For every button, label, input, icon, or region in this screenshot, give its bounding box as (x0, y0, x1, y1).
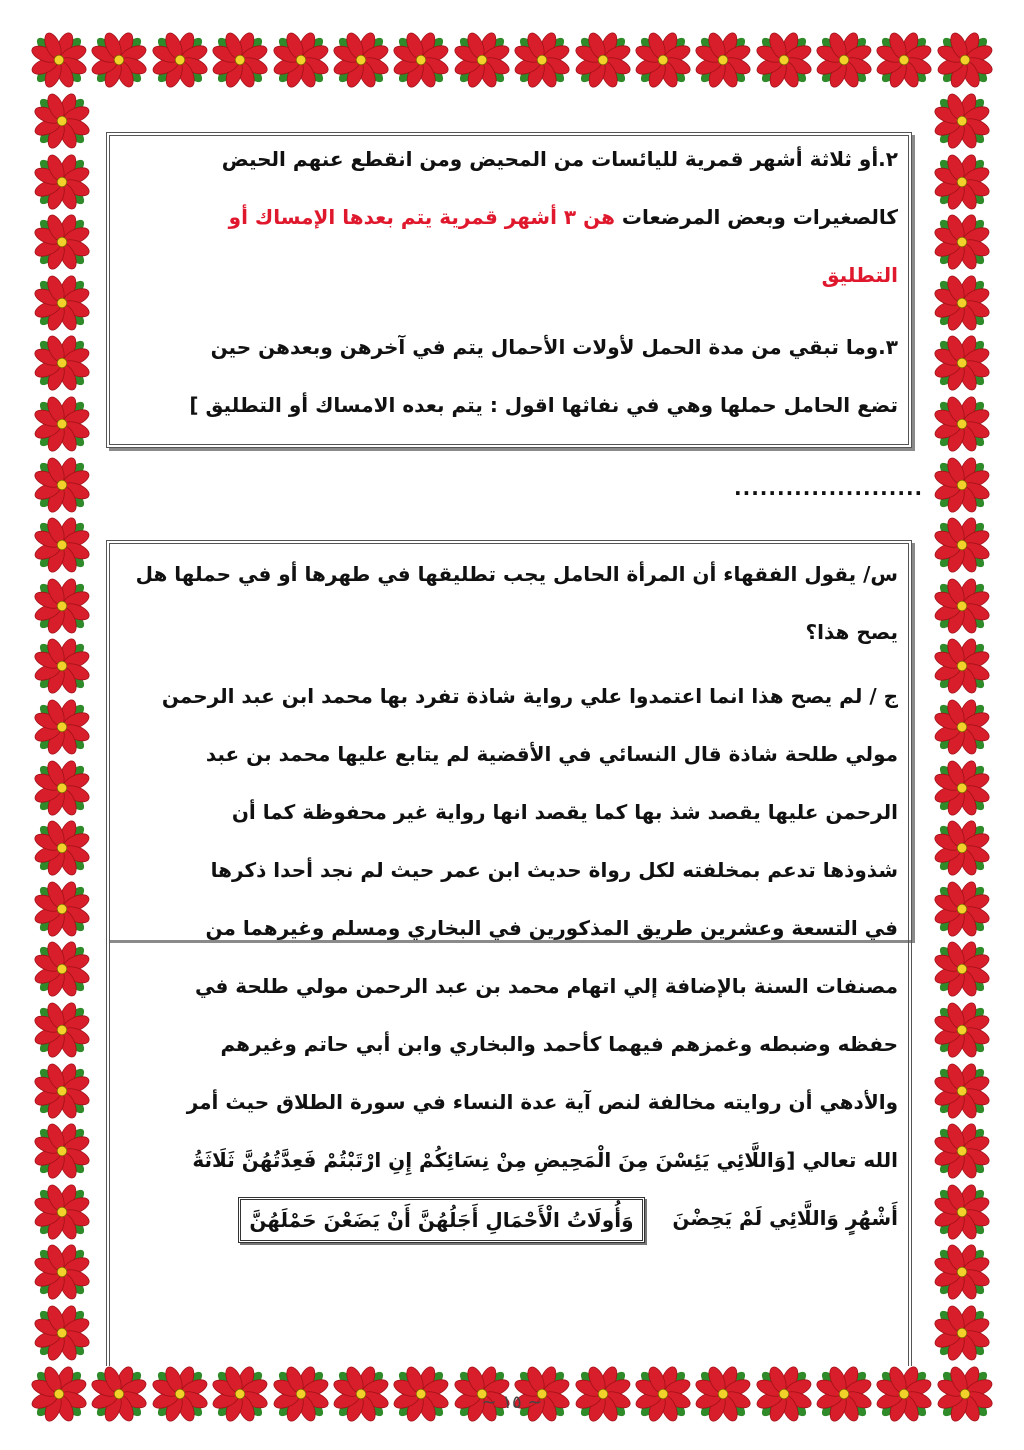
poinsettia-flower-icon (453, 31, 511, 89)
answer-line: الرحمن عليها يقصد شذ بها كما يقصد انها رواية غير محفوظة كما أن (231, 800, 898, 824)
answer-line: مصنفات السنة بالإضافة إلي اتهام محمد بن عبد الرحمن مولي طلحة في (195, 974, 898, 998)
poinsettia-flower-icon (332, 1365, 390, 1423)
quran-verse-line: الله تعالي [وَاللَّائِي يَئِسْنَ مِنَ الْمَحِيضِ مِنْ نِسَائِكُمْ إِنِ ارْتَبْتُمْ فَعِدَّتُهُنَّ ثَلَاثَةُ (192, 1148, 898, 1172)
poinsettia-flower-icon (933, 213, 991, 271)
poinsettia-flower-icon (392, 1365, 450, 1423)
verse-text: أَشْهُرٍ وَاللَّائِي لَمْ يَحِضْنَ (672, 1206, 898, 1230)
poinsettia-flower-icon (574, 31, 632, 89)
page-number: ~ ١٥ ~ (481, 1392, 543, 1413)
poinsettia-flower-icon (33, 940, 91, 998)
poinsettia-flower-icon (875, 31, 933, 89)
poinsettia-flower-icon (875, 1365, 933, 1423)
poinsettia-flower-icon (933, 759, 991, 817)
poinsettia-flower-icon (211, 1365, 269, 1423)
flower-border-left (30, 92, 94, 1362)
poinsettia-flower-icon (33, 819, 91, 877)
poinsettia-flower-icon (933, 456, 991, 514)
poinsettia-flower-icon (933, 1122, 991, 1180)
poinsettia-flower-icon (33, 637, 91, 695)
quran-verse-line (118, 1189, 898, 1247)
answer-line: ج / لم يصح هذا انما اعتمدوا علي رواية شاذة تفرد بها محمد ابن عبد الرحمن (161, 684, 898, 708)
poinsettia-flower-icon (933, 1062, 991, 1120)
poinsettia-flower-icon (33, 1304, 91, 1362)
poinsettia-flower-icon (33, 759, 91, 817)
answer-line: مولي طلحة شاذة قال النسائي في الأقضية لم يتابع عليها محمد بن عبد (205, 742, 898, 766)
poinsettia-flower-icon (933, 274, 991, 332)
poinsettia-flower-icon (933, 153, 991, 211)
poinsettia-flower-icon (755, 1365, 813, 1423)
poinsettia-flower-icon (936, 31, 994, 89)
question-line: يصح هذا؟ (805, 620, 898, 644)
poinsettia-flower-icon (755, 31, 813, 89)
poinsettia-flower-icon (90, 31, 148, 89)
poinsettia-flower-icon (33, 698, 91, 756)
text-line: تضع الحامل حملها وهي في نفاثها اقول : يتم بعده الامساك أو التطليق ] (189, 393, 898, 417)
poinsettia-flower-icon (211, 31, 269, 89)
poinsettia-flower-icon (332, 31, 390, 89)
poinsettia-flower-icon (933, 819, 991, 877)
poinsettia-flower-icon (33, 1062, 91, 1120)
poinsettia-flower-icon (933, 516, 991, 574)
poinsettia-flower-icon (694, 31, 752, 89)
poinsettia-flower-icon (33, 1001, 91, 1059)
poinsettia-flower-icon (933, 698, 991, 756)
poinsettia-flower-icon (33, 334, 91, 392)
poinsettia-flower-icon (933, 92, 991, 150)
poinsettia-flower-icon (30, 31, 88, 89)
text-line: ٢.أو ثلاثة أشهر قمرية لليائسات من المحيض ومن انقطع عنهم الحيض (221, 147, 898, 171)
poinsettia-flower-icon (933, 1183, 991, 1241)
poinsettia-flower-icon (272, 31, 330, 89)
poinsettia-flower-icon (33, 1183, 91, 1241)
poinsettia-flower-icon (933, 1304, 991, 1362)
poinsettia-flower-icon (151, 1365, 209, 1423)
highlighted-text: التطليق (821, 263, 898, 287)
poinsettia-flower-icon (513, 31, 571, 89)
separator-dots: ...................... (734, 476, 924, 500)
poinsettia-flower-icon (392, 31, 450, 89)
poinsettia-flower-icon (33, 577, 91, 635)
poinsettia-flower-icon (815, 1365, 873, 1423)
paragraph-block-1 (118, 130, 898, 434)
poinsettia-flower-icon (933, 940, 991, 998)
answer-line: في التسعة وعشرين طريق المذكورين في البخاري ومسلم وغيرهما من (205, 916, 898, 940)
answer-line: شذوذها تدعم بمخلفته لكل رواة حديث ابن عمر حيث لم نجد أحدا ذكرها (210, 858, 898, 882)
poinsettia-flower-icon (33, 880, 91, 938)
poinsettia-flower-icon (30, 1365, 88, 1423)
poinsettia-flower-icon (933, 880, 991, 938)
poinsettia-flower-icon (634, 1365, 692, 1423)
text-line-black-part: كالصغيرات وبعض المرضعات (621, 205, 898, 229)
poinsettia-flower-icon (936, 1365, 994, 1423)
boxed-verse: وَأُولَاتُ الْأَحْمَالِ أَجَلُهُنَّ أَنْ يَضَعْنَ حَمْلَهُنَّ (238, 1197, 644, 1243)
poinsettia-flower-icon (933, 395, 991, 453)
highlighted-text: هن ٣ أشهر قمرية يتم بعدها الإمساك أو (228, 205, 615, 229)
poinsettia-flower-icon (33, 274, 91, 332)
poinsettia-flower-icon (90, 1365, 148, 1423)
poinsettia-flower-icon (815, 31, 873, 89)
poinsettia-flower-icon (933, 577, 991, 635)
poinsettia-flower-icon (933, 1243, 991, 1301)
poinsettia-flower-icon (933, 334, 991, 392)
poinsettia-flower-icon (33, 213, 91, 271)
poinsettia-flower-icon (33, 456, 91, 514)
poinsettia-flower-icon (33, 92, 91, 150)
poinsettia-flower-icon (33, 1243, 91, 1301)
poinsettia-flower-icon (33, 516, 91, 574)
paragraph-block-2 (118, 545, 898, 1247)
poinsettia-flower-icon (33, 153, 91, 211)
poinsettia-flower-icon (151, 31, 209, 89)
poinsettia-flower-icon (933, 637, 991, 695)
question-line: س/ يقول الفقهاء أن المرأة الحامل يجب تطليقها في طهرها أو في حملها هل (135, 562, 898, 586)
text-line: ٣.وما تبقي من مدة الحمل لأولات الأحمال يتم في آخرهن وبعدهن حين (210, 335, 898, 359)
answer-line: والأدهي أن روايته مخالفة لنص آية عدة النساء في سورة الطلاق حيث أمر (186, 1090, 898, 1114)
text-line-mixed (118, 188, 898, 246)
answer-line: حفظه وضبطه وغمزهم فيهما كأحمد والبخاري وابن أبي حاتم وغيرهم (220, 1032, 898, 1056)
poinsettia-flower-icon (272, 1365, 330, 1423)
poinsettia-flower-icon (33, 1122, 91, 1180)
poinsettia-flower-icon (933, 1001, 991, 1059)
poinsettia-flower-icon (33, 395, 91, 453)
poinsettia-flower-icon (694, 1365, 752, 1423)
flower-border-top (30, 28, 994, 92)
poinsettia-flower-icon (634, 31, 692, 89)
poinsettia-flower-icon (574, 1365, 632, 1423)
flower-border-right (930, 92, 994, 1362)
